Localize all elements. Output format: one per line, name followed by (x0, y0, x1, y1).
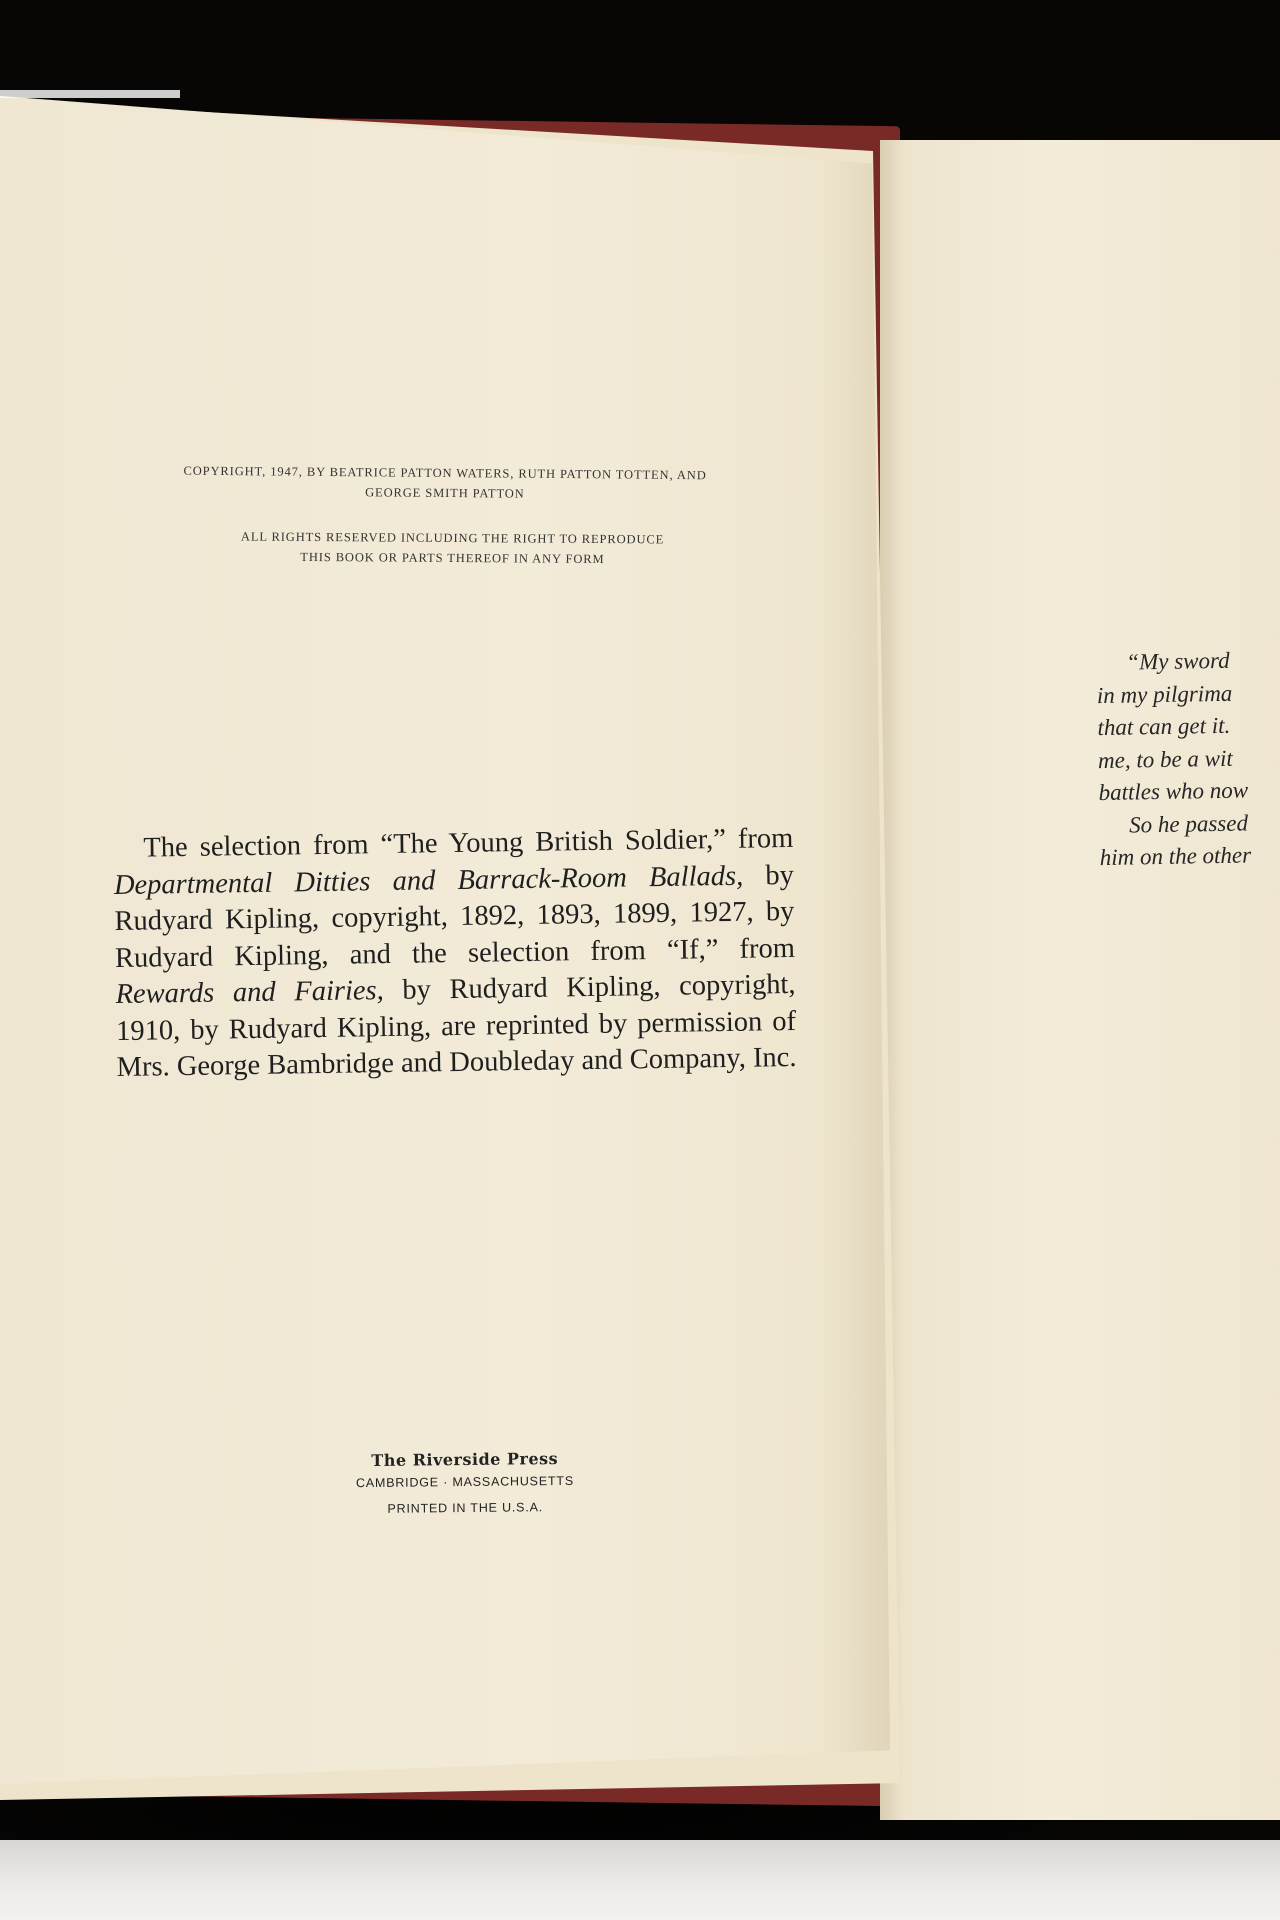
permission-text: The selection from “The Young British Soldier,” from (143, 822, 794, 864)
printed-in: PRINTED IN THE U.S.A. (387, 1500, 544, 1516)
copyright-line: GEORGE SMITH PATTON (365, 485, 525, 501)
quote-line: battles who now (1098, 777, 1249, 806)
press-name: The Riverside Press (371, 1449, 559, 1470)
permission-text: by Rudyard Kipling, copyright, 1892, 1893, 1899, 1927, by Rudyard Kipling, and the selection from “If,” from (114, 859, 796, 974)
rights-notice (185, 526, 720, 570)
permission-paragraph (113, 821, 797, 1087)
quote-line: “My sword (1126, 647, 1230, 675)
printer-imprint (330, 1449, 601, 1523)
table-surface (0, 1840, 1280, 1920)
rights-line: THIS BOOK OR PARTS THEREOF IN ANY FORM (300, 549, 605, 567)
quote-line: in my pilgrima (1096, 680, 1233, 708)
book-title: Departmental Ditties and Barrack-Room Ballads, (113, 860, 744, 901)
quote-line: me, to be a wit (1097, 745, 1233, 773)
copyright-notice (120, 460, 770, 506)
permission-text: by Rudyard Kipling, copyright, 1910, by Rudyard Kipling, are reprinted by permission of Mrs. George Bambridge and Doubleday and Company, Inc. (115, 968, 797, 1084)
page-edge-highlight (0, 90, 180, 98)
quote-line: him on the other (1099, 842, 1252, 871)
quote-line: So he passed (1128, 809, 1249, 838)
copyright-line: COPYRIGHT, 1947, BY BEATRICE PATTON WATERS, RUTH PATTON TOTTEN, AND (183, 463, 707, 483)
quote-line: that can get it. (1097, 712, 1231, 741)
right-page (880, 140, 1280, 1820)
rights-line: ALL RIGHTS RESERVED INCLUDING THE RIGHT TO REPRODUCE (240, 529, 665, 547)
book-title: Rewards and Fairies, (115, 975, 384, 1011)
press-city: CAMBRIDGE · MASSACHUSETTS (355, 1473, 574, 1491)
quote-block (1096, 643, 1280, 875)
